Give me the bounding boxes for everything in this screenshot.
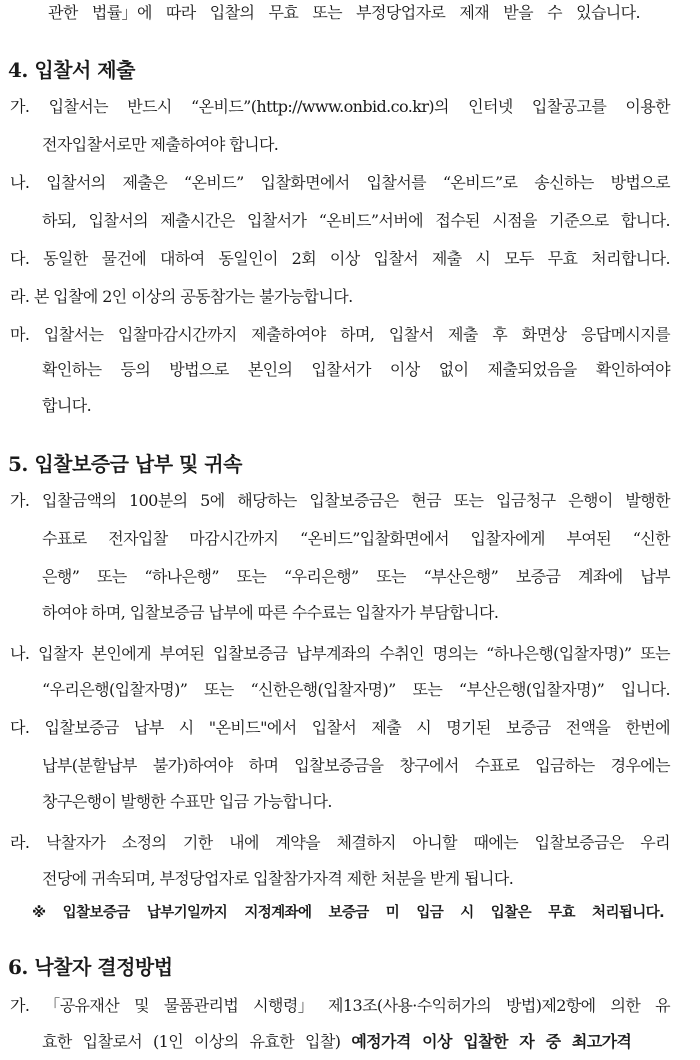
s4-item-da: 다. 동일한 물건에 대하여 동일인이 2회 이상 입찰서 제출 시 모두 무효 처리합니다. xyxy=(10,249,670,268)
s6-item-ga-line2-emphasis: 예정가격 이상 입찰한 자 중 최고가격 xyxy=(351,1032,632,1051)
s4-item-ga-line1: 가. 입찰서는 반드시 “온비드”(http://www.onbid.co.kr)의 인터넷 입찰공고를 이용한 xyxy=(10,97,670,116)
section-5-heading: 5. 입찰보증금 납부 및 귀속 xyxy=(8,452,242,476)
s4-item-ma-line1: 마. 입찰서는 입찰마감시간까지 제출하여야 하며, 입찰서 제출 후 화면상 응답메시지를 xyxy=(10,325,670,344)
s5-note: ※ 입찰보증금 납부기일까지 지정계좌에 보증금 미 입금 시 입찰은 무효 처리됩니다. xyxy=(32,905,664,921)
s5-item-ga-line1: 가. 입찰금액의 100분의 5에 해당하는 입찰보증금은 현금 또는 입금청구 은행이 발행한 xyxy=(10,491,670,510)
s5-item-da-line1: 다. 입찰보증금 납부 시 "온비드"에서 입찰서 제출 시 명기된 보증금 전액을 한번에 xyxy=(10,718,670,737)
s6-item-ga-line2 xyxy=(42,1032,631,1052)
s4-item-ma-line3: 합니다. xyxy=(42,396,92,415)
section-6-heading: 6. 낙찰자 결정방법 xyxy=(8,955,173,979)
s4-item-na-line2: 하되, 입찰서의 제출시간은 입찰서가 “온비드”서버에 접수된 시점을 기준으로 합니다. xyxy=(42,211,670,230)
s4-item-ma-line2: 확인하는 등의 방법으로 본인의 입찰서가 이상 없이 제출되었음을 확인하여야 xyxy=(42,360,670,379)
s6-item-ga-line2-plain: 효한 입찰로서 (1인 이상의 유효한 입찰) xyxy=(42,1032,352,1051)
s4-item-na-line1: 나. 입찰서의 제출은 “온비드” 입찰화면에서 입찰서를 “온비드”로 송신하는 방법으로 xyxy=(10,173,670,192)
s5-item-da-line3: 창구은행이 발행한 수표만 입금 가능합니다. xyxy=(42,792,332,811)
s5-item-ga-line2: 수표로 전자입찰 마감시간까지 “온비드”입찰화면에서 입찰자에게 부여된 “신한 xyxy=(42,529,670,548)
s5-item-ra-line2: 전당에 귀속되며, 부정당업자로 입찰참가자격 제한 처분을 받게 됩니다. xyxy=(42,869,514,888)
section-4-heading: 4. 입찰서 제출 xyxy=(8,58,135,82)
s5-item-ga-line3: 은행” 또는 “하나은행” 또는 “우리은행” 또는 “부산은행” 보증금 계좌에 납부 xyxy=(42,567,670,586)
prev-section-tail: 관한 법률」에 따라 입찰의 무효 또는 부정당업자로 제재 받을 수 있습니다. xyxy=(48,3,640,22)
s5-item-ra-line1: 라. 낙찰자가 소정의 기한 내에 계약을 체결하지 아니할 때에는 입찰보증금은 우리 xyxy=(10,833,670,852)
s5-item-ga-line4: 하여야 하며, 입찰보증금 납부에 따른 수수료는 입찰자가 부담합니다. xyxy=(42,603,499,622)
s4-item-ga-line2: 전자입찰서로만 제출하여야 합니다. xyxy=(42,135,279,154)
s5-item-na-line1: 나. 입찰자 본인에게 부여된 입찰보증금 납부계좌의 수취인 명의는 “하나은행(입찰자명)” 또는 xyxy=(10,644,670,663)
s6-item-ga-line1: 가. 「공유재산 및 물품관리법 시행령」 제13조(사용·수익허가의 방법)제2항에 의한 유 xyxy=(10,996,670,1015)
s4-item-ra: 라. 본 입찰에 2인 이상의 공동참가는 불가능합니다. xyxy=(10,287,353,306)
s5-item-da-line2: 납부(분할납부 불가)하여야 하며 입찰보증금을 창구에서 수표로 입금하는 경우에는 xyxy=(42,756,670,775)
s5-item-na-line2: “우리은행(입찰자명)” 또는 “신한은행(입찰자명)” 또는 “부산은행(입찰자명)” 입니다. xyxy=(42,680,670,699)
